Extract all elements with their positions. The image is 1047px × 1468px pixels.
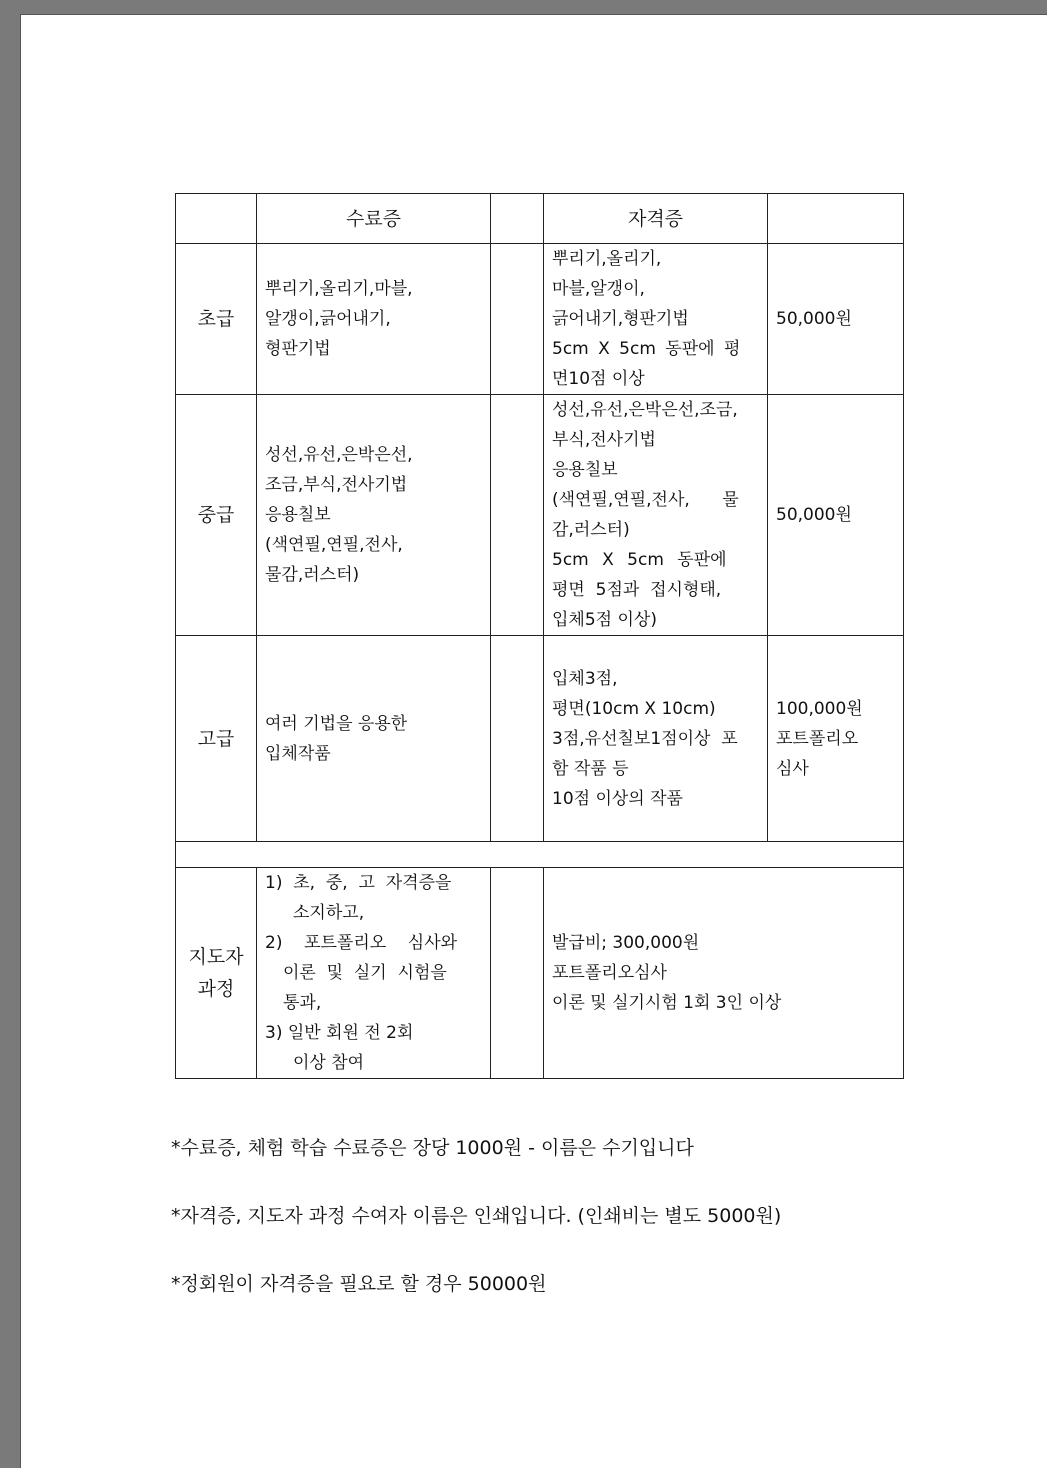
certificate-cell [544,636,768,842]
certificate-line: 평면(10cm X 10cm) [552,698,716,719]
requirement-line: 이론 및 실기 시험을 [283,963,447,983]
level-line: 지도자 [188,946,244,968]
certificate-cell [544,244,768,395]
empty-cell [491,868,544,1079]
table-header-row [176,194,904,244]
completion-line: 알갱이,긁어내기, [265,309,391,329]
table-row-instructor [176,868,904,1079]
level-cell: 초급 [176,244,257,395]
note-line: *자격증, 지도자 과정 수여자 이름은 인쇄입니다. (인쇄비는 별도 5000원) [171,1205,782,1227]
requirement-line: 이상 참여 [293,1053,365,1073]
detail-line: 포트폴리오심사 [552,963,667,983]
instructor-details-cell [544,868,904,1079]
certificate-line: 3점,유선칠보1점이상 포 [552,728,738,749]
certificate-fee-table [175,193,904,1079]
completion-line: 응용칠보 [265,505,331,525]
completion-cell [257,395,491,636]
certificate-line: 감,러스터) [552,520,630,540]
level-cell [176,868,257,1079]
completion-line: 여러 기법을 응용한 [265,713,408,734]
fee-line: 심사 [776,758,809,779]
empty-cell [491,244,544,395]
table-spacer-row [176,842,904,868]
requirement-line: 통과, [283,993,322,1013]
table-row-beginner [176,244,904,395]
certificate-line: 뿌리기,올리기, [552,249,662,269]
certificate-line: 입체5점 이상) [552,610,657,630]
note-line: *수료증, 체험 학습 수료증은 장당 1000원 - 이름은 수기입니다 [171,1137,694,1159]
fee-line: 50,000원 [776,505,852,525]
header-certificate: 자격증 [544,194,768,244]
level-cell: 고급 [176,636,257,842]
requirement-line: 2) 포트폴리오 심사와 [265,933,458,953]
requirement-line: 3) 일반 회원 전 2회 [265,1023,414,1043]
level-cell: 중급 [176,395,257,636]
empty-cell [491,395,544,636]
level-line: 과정 [197,978,235,1000]
fee-line: 100,000원 [776,698,863,719]
header-empty-cell [768,194,904,244]
document-page [20,14,1047,1468]
certificate-line: 마블,알갱이, [552,279,645,299]
requirement-line: 소지하고, [293,903,365,923]
certificate-line: 성선,유선,은박은선,조금, [552,400,738,420]
requirement-line: 1) 초, 중, 고 자격증을 [265,873,452,893]
fee-line: 50,000원 [776,309,852,329]
note-line: *정회원이 자격증을 필요로 할 경우 50000원 [171,1273,547,1295]
certificate-line: 함 작품 등 [552,758,629,779]
completion-line: 물감,러스터) [265,565,360,585]
detail-line: 이론 및 실기시험 1회 3인 이상 [552,993,782,1013]
certificate-line: 면10점 이상 [552,369,645,389]
certificate-line: 10점 이상의 작품 [552,788,683,809]
header-empty-cell [491,194,544,244]
certificate-line: 긁어내기,형판기법 [552,309,689,329]
certificate-cell [544,395,768,636]
empty-cell [491,636,544,842]
completion-line: 형판기법 [265,339,331,359]
certificate-line: 응용칠보 [552,460,618,480]
certificate-line: 5cm X 5cm 동판에 [552,550,727,570]
completion-cell [257,244,491,395]
certificate-line: 평면 5점과 접시형태, [552,580,722,600]
certificate-line: 부식,전사기법 [552,430,656,450]
completion-line: 뿌리기,올리기,마블, [265,279,413,299]
table-row-intermediate [176,395,904,636]
spacer-cell [176,842,904,868]
fee-cell [768,636,904,842]
completion-cell [257,636,491,842]
detail-line: 발급비; 300,000원 [552,933,700,953]
completion-line: 성선,유선,은박은선, [265,445,413,465]
certificate-line: 5cm X 5cm 동판에 평 [552,339,741,359]
certificate-line: (색연필,연필,전사, 물 [552,490,739,510]
header-completion: 수료증 [257,194,491,244]
fee-cell [768,395,904,636]
certificate-line: 입체3점, [552,668,618,689]
table-row-advanced [176,636,904,842]
fee-cell [768,244,904,395]
completion-line: 입체작품 [265,743,331,764]
completion-line: (색연필,연필,전사, [265,535,403,555]
header-empty-cell [176,194,257,244]
fee-line: 포트폴리오 [776,728,859,749]
notes-section [171,1135,781,1339]
requirements-cell [257,868,491,1079]
completion-line: 조금,부식,전사기법 [265,475,408,495]
